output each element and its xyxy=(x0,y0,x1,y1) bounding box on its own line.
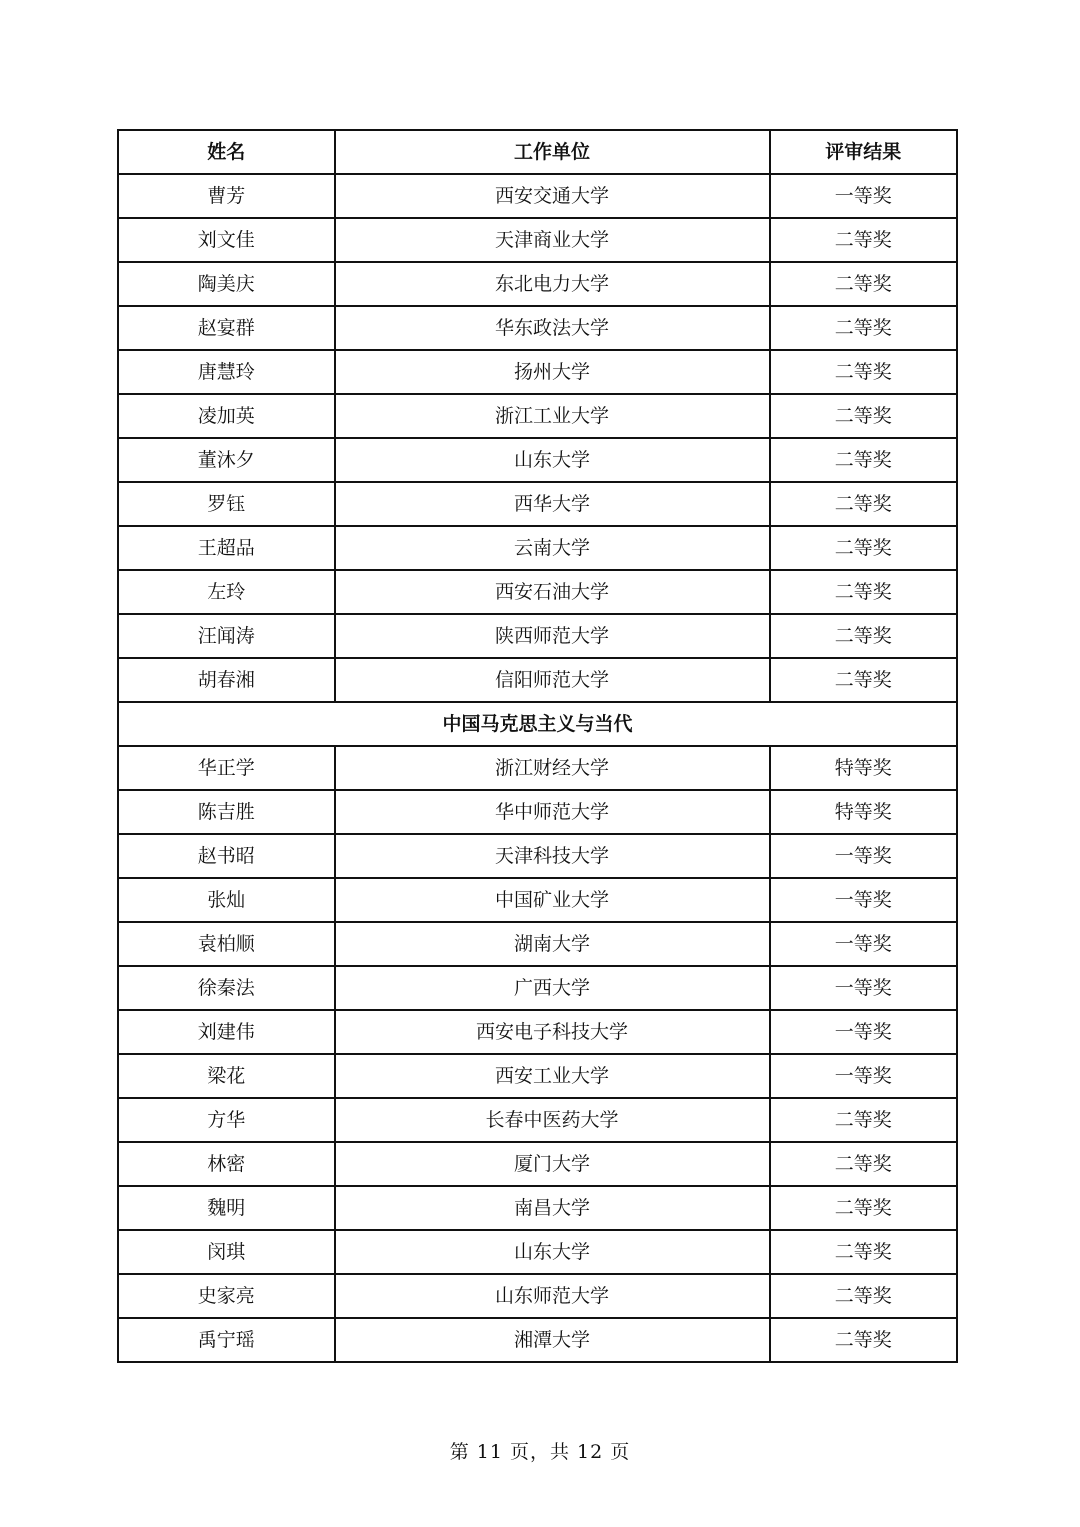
table-row xyxy=(118,1274,957,1318)
cell-name: 左玲 xyxy=(118,570,335,614)
table-row xyxy=(118,1098,957,1142)
cell-result: 二等奖 xyxy=(770,394,957,438)
cell-result: 二等奖 xyxy=(770,658,957,702)
table-row xyxy=(118,1230,957,1274)
table-row xyxy=(118,1054,957,1098)
cell-unit: 云南大学 xyxy=(335,526,770,570)
cell-name: 唐慧玲 xyxy=(118,350,335,394)
cell-result: 二等奖 xyxy=(770,482,957,526)
cell-unit: 山东大学 xyxy=(335,1230,770,1274)
cell-unit: 厦门大学 xyxy=(335,1142,770,1186)
cell-name: 徐秦法 xyxy=(118,966,335,1010)
cell-name: 王超品 xyxy=(118,526,335,570)
cell-result: 二等奖 xyxy=(770,350,957,394)
table-row xyxy=(118,262,957,306)
table-row xyxy=(118,658,957,702)
cell-name: 陈吉胜 xyxy=(118,790,335,834)
cell-result: 二等奖 xyxy=(770,262,957,306)
cell-result: 一等奖 xyxy=(770,174,957,218)
table-row xyxy=(118,966,957,1010)
cell-name: 梁花 xyxy=(118,1054,335,1098)
table-body xyxy=(118,174,957,1362)
cell-name: 张灿 xyxy=(118,878,335,922)
section-title: 中国马克思主义与当代 xyxy=(118,702,957,746)
cell-result: 二等奖 xyxy=(770,438,957,482)
cell-result: 二等奖 xyxy=(770,1318,957,1362)
cell-unit: 东北电力大学 xyxy=(335,262,770,306)
cell-name: 华正学 xyxy=(118,746,335,790)
cell-result: 一等奖 xyxy=(770,1010,957,1054)
cell-name: 禹宁瑶 xyxy=(118,1318,335,1362)
cell-result: 二等奖 xyxy=(770,1142,957,1186)
table-row xyxy=(118,306,957,350)
cell-name: 汪闻涛 xyxy=(118,614,335,658)
page-number-footer: 第 11 页，共 12 页 xyxy=(449,1441,631,1463)
award-table xyxy=(117,129,958,1363)
cell-result: 一等奖 xyxy=(770,922,957,966)
table-row xyxy=(118,174,957,218)
cell-unit: 扬州大学 xyxy=(335,350,770,394)
table-row xyxy=(118,570,957,614)
cell-result: 二等奖 xyxy=(770,218,957,262)
cell-unit: 天津科技大学 xyxy=(335,834,770,878)
cell-result: 一等奖 xyxy=(770,1054,957,1098)
cell-name: 闵琪 xyxy=(118,1230,335,1274)
cell-result: 二等奖 xyxy=(770,526,957,570)
table-row xyxy=(118,614,957,658)
cell-unit: 南昌大学 xyxy=(335,1186,770,1230)
cell-unit: 浙江工业大学 xyxy=(335,394,770,438)
cell-name: 史家亮 xyxy=(118,1274,335,1318)
cell-unit: 信阳师范大学 xyxy=(335,658,770,702)
cell-unit: 西安石油大学 xyxy=(335,570,770,614)
cell-unit: 湖南大学 xyxy=(335,922,770,966)
cell-unit: 华中师范大学 xyxy=(335,790,770,834)
header-unit: 工作单位 xyxy=(335,130,770,174)
cell-result: 特等奖 xyxy=(770,746,957,790)
cell-result: 二等奖 xyxy=(770,306,957,350)
cell-result: 二等奖 xyxy=(770,570,957,614)
cell-name: 刘文佳 xyxy=(118,218,335,262)
cell-unit: 长春中医药大学 xyxy=(335,1098,770,1142)
cell-name: 林密 xyxy=(118,1142,335,1186)
table-row xyxy=(118,438,957,482)
cell-unit: 华东政法大学 xyxy=(335,306,770,350)
cell-name: 魏明 xyxy=(118,1186,335,1230)
cell-unit: 西安电子科技大学 xyxy=(335,1010,770,1054)
section-header-row xyxy=(118,702,957,746)
cell-name: 刘建伟 xyxy=(118,1010,335,1054)
cell-result: 二等奖 xyxy=(770,1186,957,1230)
cell-name: 赵宴群 xyxy=(118,306,335,350)
header-result: 评审结果 xyxy=(770,130,957,174)
table-row xyxy=(118,482,957,526)
table-row xyxy=(118,746,957,790)
cell-name: 陶美庆 xyxy=(118,262,335,306)
cell-unit: 西安工业大学 xyxy=(335,1054,770,1098)
cell-unit: 天津商业大学 xyxy=(335,218,770,262)
cell-result: 一等奖 xyxy=(770,966,957,1010)
cell-unit: 山东师范大学 xyxy=(335,1274,770,1318)
table-row xyxy=(118,1186,957,1230)
cell-result: 二等奖 xyxy=(770,1274,957,1318)
cell-unit: 西华大学 xyxy=(335,482,770,526)
table-row xyxy=(118,922,957,966)
table-row xyxy=(118,790,957,834)
cell-unit: 陕西师范大学 xyxy=(335,614,770,658)
cell-name: 凌加英 xyxy=(118,394,335,438)
cell-unit: 广西大学 xyxy=(335,966,770,1010)
table-row xyxy=(118,526,957,570)
table-row xyxy=(118,394,957,438)
cell-name: 赵书昭 xyxy=(118,834,335,878)
table-row xyxy=(118,878,957,922)
cell-result: 一等奖 xyxy=(770,834,957,878)
header-name: 姓名 xyxy=(118,130,335,174)
table-row xyxy=(118,834,957,878)
cell-name: 胡春湘 xyxy=(118,658,335,702)
cell-result: 一等奖 xyxy=(770,878,957,922)
table-row xyxy=(118,1010,957,1054)
cell-name: 曹芳 xyxy=(118,174,335,218)
cell-name: 罗钰 xyxy=(118,482,335,526)
cell-unit: 湘潭大学 xyxy=(335,1318,770,1362)
cell-unit: 中国矿业大学 xyxy=(335,878,770,922)
cell-result: 二等奖 xyxy=(770,614,957,658)
table-row xyxy=(118,350,957,394)
cell-unit: 西安交通大学 xyxy=(335,174,770,218)
cell-result: 二等奖 xyxy=(770,1230,957,1274)
cell-name: 方华 xyxy=(118,1098,335,1142)
table-row xyxy=(118,1142,957,1186)
cell-result: 特等奖 xyxy=(770,790,957,834)
cell-unit: 山东大学 xyxy=(335,438,770,482)
cell-name: 董沐夕 xyxy=(118,438,335,482)
cell-result: 二等奖 xyxy=(770,1098,957,1142)
table-row xyxy=(118,1318,957,1362)
table-header-row xyxy=(118,130,957,174)
table-row xyxy=(118,218,957,262)
cell-unit: 浙江财经大学 xyxy=(335,746,770,790)
cell-name: 袁柏顺 xyxy=(118,922,335,966)
